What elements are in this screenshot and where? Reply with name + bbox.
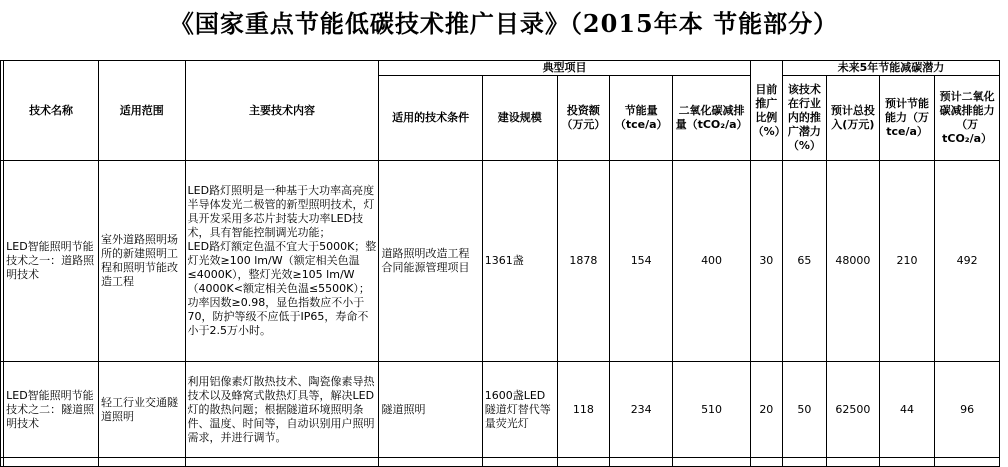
page-title: 《国家重点节能低碳技术推广目录》（2015年本 节能部分） (169, 9, 839, 38)
scale-cell: 1600盏LED隧道灯替代等量荧光灯 (482, 362, 557, 458)
expected-co2-cell: 96 (935, 362, 1000, 458)
total-investment-cell: 48000 (826, 161, 879, 362)
header-tech-name: 技术名称 (4, 61, 99, 161)
tech-name-cell: LED智能照明节能技术之二：隧道照明技术 (4, 362, 99, 458)
scope-cell: 轻工行业交通隧道照明 (99, 362, 186, 458)
energy-saving-cell: 234 (609, 362, 673, 458)
co2-reduction-cell: 510 (673, 362, 750, 458)
expected-saving-cell: 44 (879, 362, 934, 458)
table-row-partial (1, 458, 1000, 467)
potential-ratio-cell: 65 (782, 161, 826, 362)
header-expected-saving: 预计节能能力（万tce/a） (879, 76, 934, 161)
co2-reduction-cell: 400 (673, 161, 750, 362)
header-potential-ratio: 该技术在行业内的推广潜力（%） (782, 76, 826, 161)
header-total-investment: 预计总投入(万元) (826, 76, 879, 161)
table-row (1, 362, 1000, 458)
header-co2-reduction: 二氧化碳减排量（tCO₂/a） (673, 76, 750, 161)
scope-cell: 室外道路照明场所的新建照明工程和照明节能改造工程 (99, 161, 186, 362)
expected-saving-cell: 210 (879, 161, 934, 362)
header-investment: 投资额（万元） (557, 76, 609, 161)
header-main-content: 主要技术内容 (185, 61, 379, 161)
conditions-cell: 隧道照明 (379, 362, 482, 458)
investment-cell: 118 (557, 362, 609, 458)
header-scope: 适用范围 (99, 61, 186, 161)
group-future-potential: 未来5年节能减碳潜力 (782, 61, 999, 76)
header-scale: 建设规模 (482, 76, 557, 161)
current-ratio-cell: 20 (750, 362, 782, 458)
header-current-ratio: 目前推广比例（%） (750, 61, 782, 161)
expected-co2-cell: 492 (935, 161, 1000, 362)
content-cell: LED路灯照明是一种基于大功率高亮度半导体发光二极管的新型照明技术，灯具开发采用多芯片封装大功率LED技术，具有智能控制调光功能； LED路灯额定色温不宜大于5000K；整灯光效≥100 lm/W（额定相关色温≤4000K），整灯光效≥105 lm/W（4000K<额定相关色温≤5500K）；功率因数≥0.98，显色指数应不小于70，防护等级不应低于IP65，寿命不小于2.5万小时。 (185, 161, 379, 362)
technology-table (0, 60, 1000, 467)
current-ratio-cell: 30 (750, 161, 782, 362)
table-row (1, 161, 1000, 362)
investment-cell: 1878 (557, 161, 609, 362)
conditions-cell: 道路照明改造工程合同能源管理项目 (379, 161, 482, 362)
potential-ratio-cell: 50 (782, 362, 826, 458)
energy-saving-cell: 154 (609, 161, 673, 362)
header-energy-saving: 节能量（tce/a） (609, 76, 673, 161)
header-conditions: 适用的技术条件 (379, 76, 482, 161)
group-typical-project: 典型项目 (379, 61, 750, 76)
content-cell: 利用铝像素灯散热技术、陶瓷像素导热技术以及蜂窝式散热灯具等，解决LED灯的散热问题；根据隧道环境照明条件、温度、时间等，自动识别用户照明需求，并进行调节。 (185, 362, 379, 458)
total-investment-cell: 62500 (826, 362, 879, 458)
header-expected-co2: 预计二氧化碳减排能力（万tCO₂/a） (935, 76, 1000, 161)
tech-name-cell: LED智能照明节能技术之一：道路照明技术 (4, 161, 99, 362)
scale-cell: 1361盏 (482, 161, 557, 362)
